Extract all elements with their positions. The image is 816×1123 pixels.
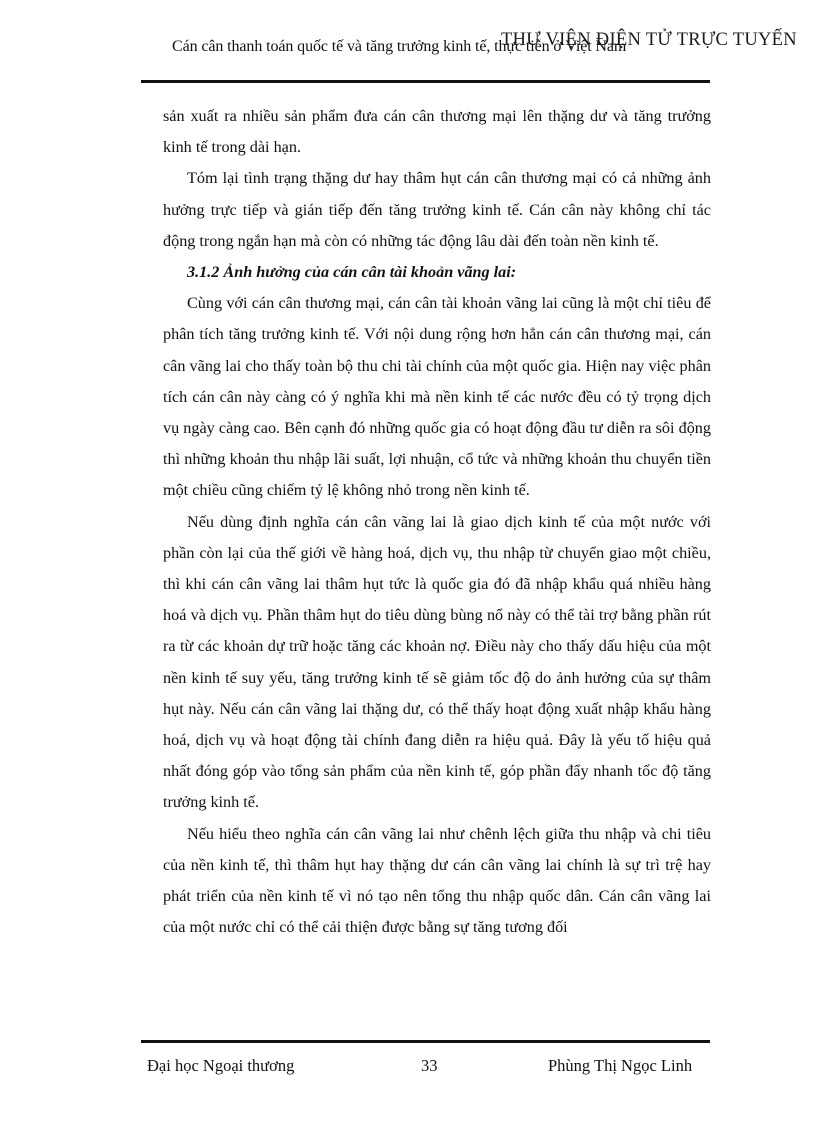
paragraph-current-account-income: Nếu hiểu theo nghĩa cán cân vãng lai như chênh lệch giữa thu nhập và chi tiêu của nền kinh tế, thì thâm hụt hay thặng dư cán cân vãng lai chính là sự trì trệ hay phát triển của nền kinh tế vì nó tạo nên tổng thu nhập quốc dân. Cán cân vãng lai của một nước chỉ có thể cải thiện được bằng sự tăng tương đối: [163, 824, 711, 937]
section-heading: 3.1.2 Ảnh hưởng của cán cân tài khoản vãng lai:: [187, 263, 517, 282]
paragraph-continuation: sản xuất ra nhiều sản phẩm đưa cán cân thương mại lên thặng dư và tăng trưởng kinh tế trong dài hạn.: [163, 107, 711, 157]
footer-author: Phùng Thị Ngọc Linh: [548, 1056, 693, 1075]
header-rule: [141, 80, 710, 83]
library-watermark: THƯ VIỆN ĐIỆN TỬ TRỰC TUYẾN: [501, 30, 797, 50]
paragraph-summary: Tóm lại tình trạng thặng dư hay thâm hụt cán cân thương mại có cả những ảnh hưởng trực tiếp và gián tiếp đến tăng trưởng kinh tế. Cán cân này không chỉ tác động trong ngắn hạn mà còn có những tác động lâu dài đến toàn nền kinh tế.: [163, 169, 711, 250]
footer-rule: [141, 1040, 710, 1043]
paragraph-current-account-definition: Nếu dùng định nghĩa cán cân vãng lai là giao dịch kinh tế của một nước với phần còn lại của thế giới về hàng hoá, dịch vụ, thu nhập từ chuyển giao một chiều, thì khi cán cân vãng lai thâm hụt tức là quốc gia đó đã nhập khẩu quá nhiều hàng hoá và dịch vụ. Phần thâm hụt do tiêu dùng bùng nổ này có thể tài trợ bằng phần rút ra từ các khoản dự trữ hoặc tăng các khoản nợ. Điều này cho thấy dấu hiệu của một nền kinh tế suy yếu, tăng trưởng kinh tế sẽ giảm tốc độ do ảnh hưởng của sự thâm hụt này. Nếu cán cân vãng lai thặng dư, có thể thấy hoạt động xuất nhập khẩu hàng hoá, dịch vụ và hoạt động tài chính đang diễn ra hiệu quả. Đây là yếu tố hiệu quả nhất đóng góp vào tổng sản phẩm của nền kinh tế, góp phần đẩy nhanh tốc độ tăng trưởng kinh tế.: [163, 512, 711, 812]
running-header-title: Cán cân thanh toán quốc tế và tăng trưởng kinh tế, thực tiễn ở Việt Nam: [172, 38, 627, 55]
page-body: [163, 101, 711, 943]
paragraph-current-account-intro: Cùng với cán cân thương mại, cán cân tài khoản vãng lai cũng là một chỉ tiêu để phân tích tăng trưởng kinh tế. Với nội dung rộng hơn hẳn cán cân thương mại, cán cân vãng lai cho thấy toàn bộ thu chi tài chính của một quốc gia. Hiện nay việc phân tích cán cân này càng có ý nghĩa khi mà nền kinh tế các nước đều có tỷ trọng dịch vụ ngày càng cao. Bên cạnh đó những quốc gia có hoạt động đầu tư diễn ra sôi động thì những khoản thu nhập lãi suất, lợi nhuận, cổ tức và những khoản thu chuyển tiền một chiều cũng chiếm tỷ lệ không nhỏ trong nền kinh tế.: [163, 294, 711, 500]
page-number: 33: [421, 1056, 438, 1075]
footer-university: Đại học Ngoại thương: [147, 1056, 295, 1075]
